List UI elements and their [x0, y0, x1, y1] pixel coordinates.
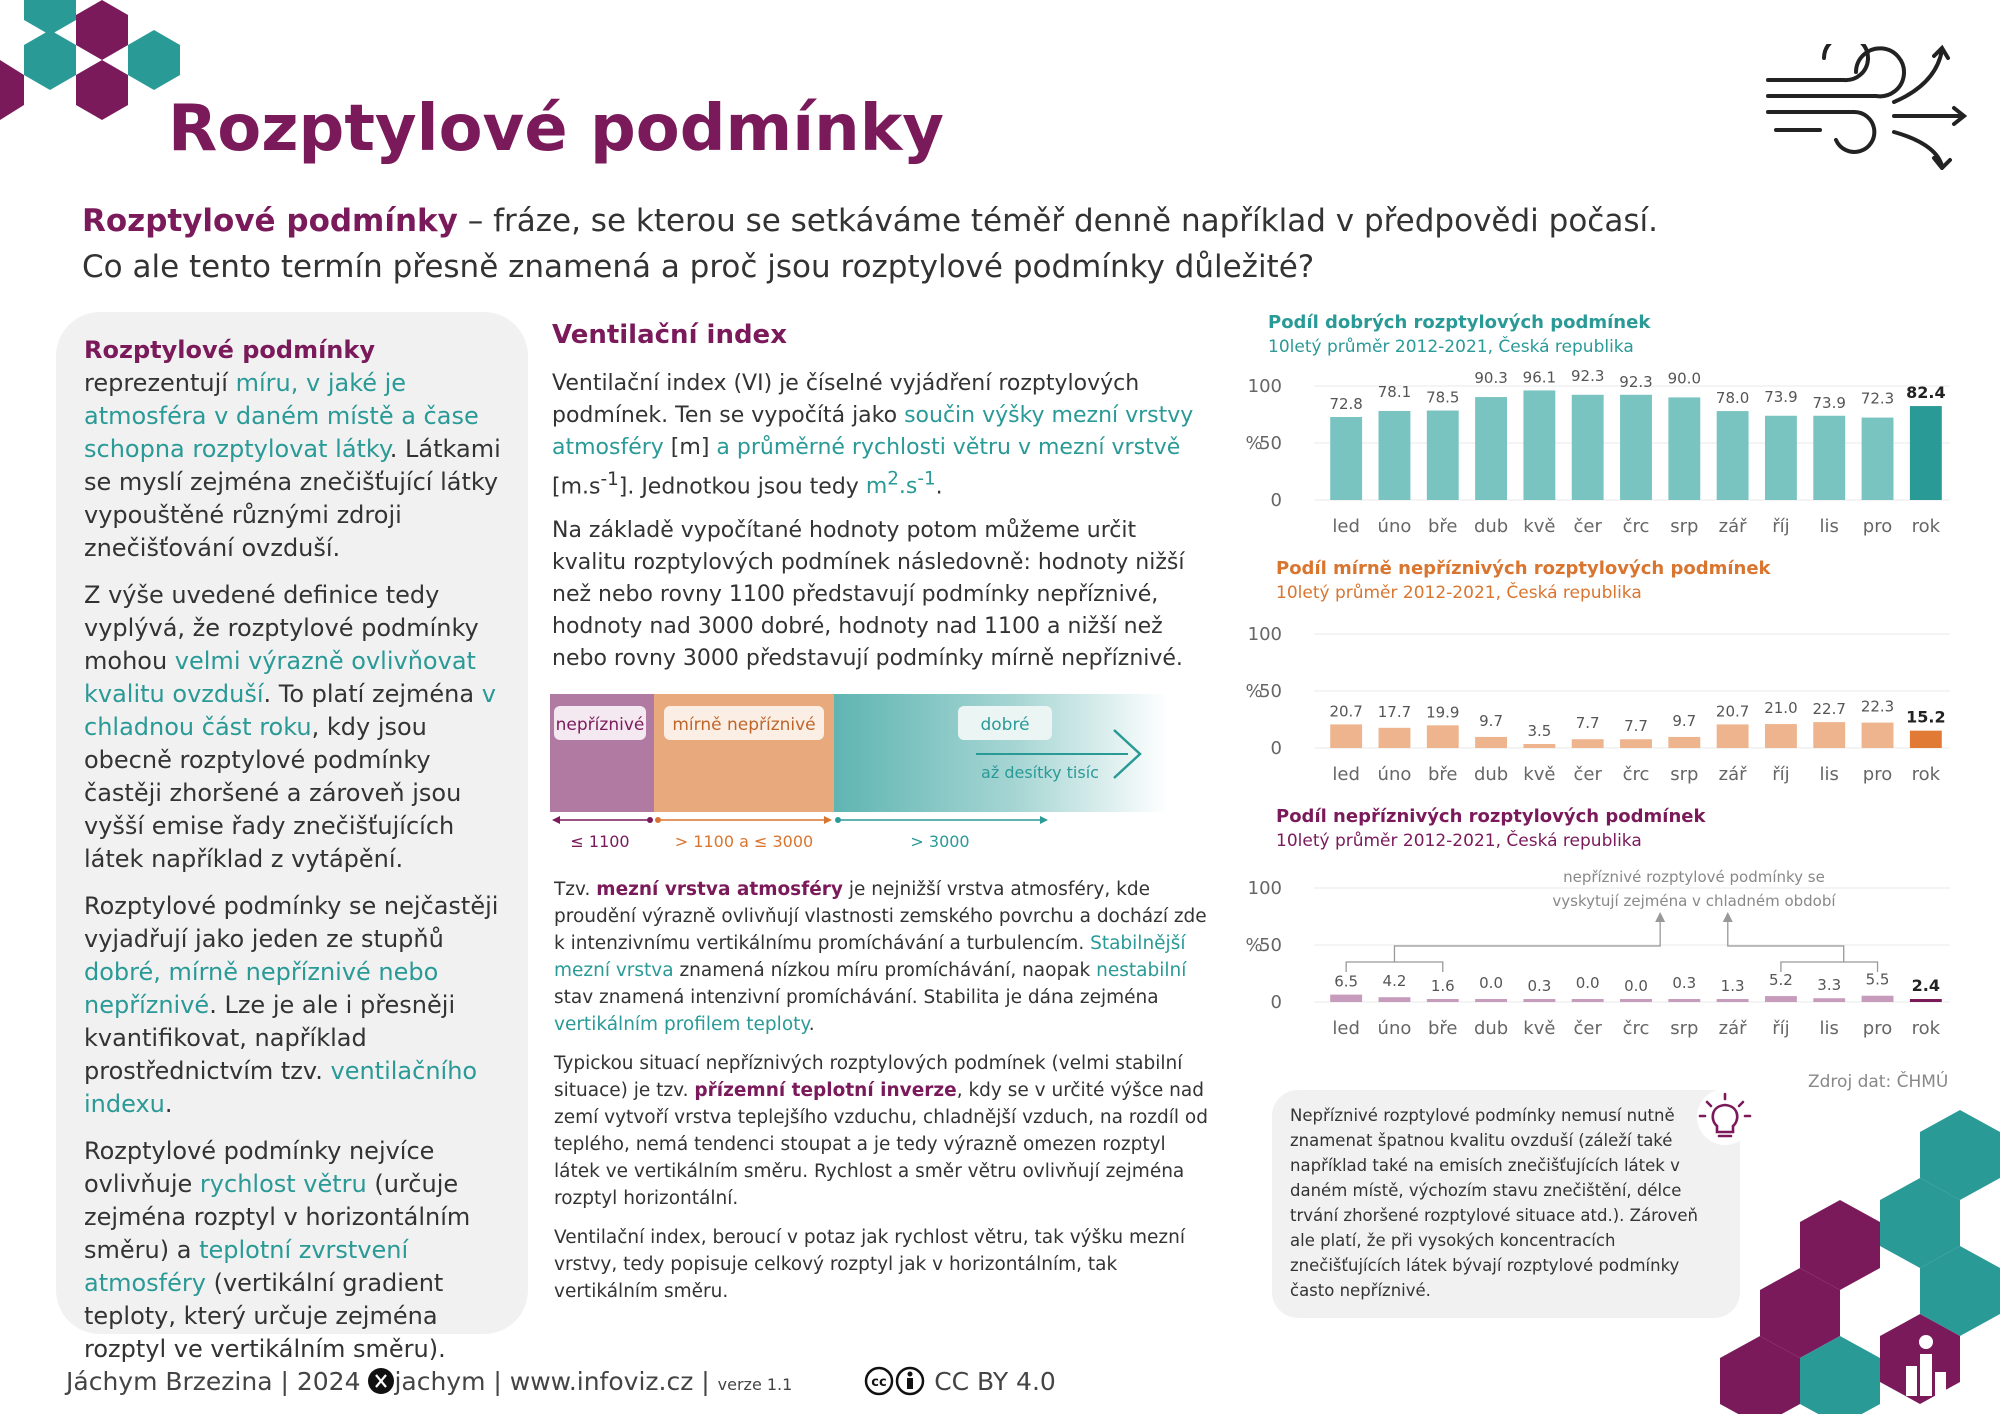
bar — [1572, 739, 1604, 748]
data-label: 19.9 — [1426, 703, 1460, 722]
chart-moderate-header — [1276, 558, 1771, 603]
data-label: 82.4 — [1906, 383, 1946, 403]
data-label: 2.4 — [1911, 976, 1941, 995]
bar — [1379, 997, 1411, 1002]
bar — [1523, 390, 1555, 500]
bar — [1620, 739, 1652, 748]
x-tick-label: čer — [1573, 1018, 1602, 1039]
y-tick-label: 100 — [1247, 624, 1282, 645]
data-label: 0.0 — [1479, 974, 1504, 992]
highlight: velmi výrazně ovlivňovat kvalitu ovzduší — [84, 647, 476, 708]
boundary-layer-text — [554, 876, 1214, 1317]
superscript: -1 — [600, 469, 619, 490]
highlight: v chladnou část roku — [84, 680, 496, 741]
intro-text — [82, 198, 1702, 290]
bar — [1475, 737, 1507, 748]
cc-by-icon — [864, 1366, 926, 1396]
x-tick-label: čer — [1573, 516, 1602, 537]
data-label: 7.7 — [1575, 714, 1600, 733]
data-label: 3.3 — [1817, 976, 1842, 995]
scale-label-good: dobré — [980, 715, 1030, 735]
x-tick-label: úno — [1377, 516, 1412, 537]
x-tick-label: bře — [1428, 516, 1458, 537]
data-label: 90.0 — [1667, 369, 1702, 388]
x-tick-label: úno — [1377, 1018, 1412, 1039]
data-label: 73.9 — [1812, 393, 1846, 412]
x-tick-label: črc — [1622, 764, 1650, 785]
data-label: 92.3 — [1570, 366, 1605, 385]
footer — [66, 1366, 1056, 1396]
x-tick-label: led — [1332, 1018, 1360, 1039]
chart-bad — [1240, 866, 1960, 1046]
data-label: 0.3 — [1527, 977, 1552, 995]
annotation-text: nepříznivé rozptylové podmínky se — [1563, 868, 1825, 886]
annotation-arrow — [1655, 912, 1665, 922]
text: ]. Jednotkou jsou tedy — [618, 474, 866, 500]
bar — [1475, 999, 1507, 1002]
x-tick-label: zář — [1718, 516, 1747, 537]
bar — [1765, 724, 1797, 748]
data-label: 78.5 — [1426, 388, 1460, 407]
chart-good — [1240, 364, 1960, 544]
chart-title: Podíl nepříznivých rozptylových podmínek — [1276, 806, 1706, 827]
data-label: 90.3 — [1474, 369, 1508, 388]
data-label: 22.7 — [1812, 700, 1846, 719]
vi-paragraph-2: Na základě vypočítané hodnoty potom můžeme určit kvalitu rozptylových podmínek následovně: hodnoty nižší než nebo rovny 1100 představují podmínky nepříznivé, hodnoty nad 3000 dobré, hodnoty nad 1100 a nižší než nebo rovny 3000 představují podmínky mírně nepříznivé. — [552, 518, 1185, 672]
data-label: 78.1 — [1377, 382, 1412, 401]
bar — [1572, 395, 1604, 500]
highlight: rychlost větru — [199, 1170, 367, 1198]
bar — [1475, 397, 1507, 500]
highlight: Stabilnější mezní vrstva — [554, 933, 1186, 981]
footer-version: verze 1.1 — [717, 1375, 793, 1394]
bar — [1813, 416, 1845, 500]
text: (vertikální gradient teploty, který určuje zejména rozptyl ve vertikálním směru). — [84, 1269, 446, 1363]
text: Tzv. — [554, 879, 597, 900]
chart-moderate — [1240, 612, 1960, 792]
text: . To platí zejména — [263, 680, 482, 708]
y-axis-label: % — [1245, 681, 1263, 702]
scale-label-good-sub: až desítky tisíc — [981, 763, 1099, 782]
bar — [1668, 397, 1700, 500]
data-label: 20.7 — [1329, 702, 1363, 721]
page-title: Rozptylové podmínky — [168, 92, 944, 166]
data-label: 20.7 — [1715, 702, 1750, 721]
footer-license: CC BY 4.0 — [934, 1367, 1056, 1396]
data-label: 0.0 — [1624, 977, 1648, 995]
text: . — [808, 1014, 815, 1035]
x-tick-label: zář — [1718, 764, 1747, 785]
y-tick-label: 0 — [1270, 738, 1282, 759]
bar — [1668, 737, 1700, 748]
scale-range-good: > 3000 — [910, 832, 970, 851]
x-tick-label: úno — [1377, 764, 1412, 785]
left-paragraph-3 — [84, 890, 514, 1121]
data-label: 7.7 — [1624, 717, 1648, 736]
chart-title: Podíl mírně nepříznivých rozptylových podmínek — [1276, 558, 1771, 579]
text2-paragraph-1 — [554, 876, 1214, 1038]
text: znamená nízkou míru promíchávání, naopak — [673, 960, 1097, 981]
term: Rozptylové podmínky — [84, 336, 375, 364]
data-label: 15.2 — [1906, 707, 1946, 727]
chart-good-header — [1268, 312, 1650, 357]
unit — [865, 469, 936, 500]
bar — [1523, 999, 1555, 1002]
text: (určuje zejména rozptyl v horizontálním směru) a — [84, 1170, 471, 1264]
ventilation-index-scale — [548, 690, 1168, 860]
superscript: 2 — [887, 469, 899, 490]
bar — [1717, 411, 1749, 500]
highlight: teplotní zvrstvení atmosféry — [84, 1236, 409, 1297]
text: Ventilační index (VI) je číselné vyjádření rozptylových podmínek. Ten se vypočítá jako — [552, 371, 1140, 428]
highlight: a průměrné rychlosti větru v mezní vrstvě — [716, 435, 1181, 460]
ventilation-index-heading: Ventilační index — [552, 320, 787, 350]
svg-text:cc: cc — [871, 1375, 887, 1390]
text: [m] — [663, 435, 717, 460]
text: stav znamená intenzivní promíchávání. Stabilita je dána zejména — [554, 987, 1159, 1008]
annotation-text: vyskytují zejména v chladném období — [1552, 892, 1836, 910]
y-tick-label: 100 — [1247, 376, 1282, 397]
bar — [1813, 722, 1845, 748]
infoviz-logo-icon — [1892, 1332, 1960, 1404]
highlight: součin výšky mezní vrstvy atmosféry — [552, 403, 1194, 460]
highlight: ventilačního indexu — [84, 1057, 478, 1118]
footer-handle[interactable]: jachym — [394, 1367, 486, 1396]
intro-line2: Co ale tento termín přesně znamená a proč jsou rozptylové podmínky důležité? — [82, 249, 1315, 285]
x-tick-label: bře — [1428, 1018, 1458, 1039]
data-label: 1.3 — [1720, 977, 1745, 995]
data-label: 17.7 — [1377, 702, 1412, 721]
bar — [1910, 406, 1942, 500]
left-panel-text — [84, 334, 514, 1380]
data-label: 21.0 — [1764, 699, 1798, 718]
data-label: 0.3 — [1672, 974, 1697, 992]
y-tick-label: 50 — [1259, 433, 1282, 454]
bar — [1620, 395, 1652, 500]
chart-subtitle: 10letý průměr 2012-2021, Česká republika — [1276, 831, 1642, 851]
x-tick-label: lis — [1819, 764, 1839, 785]
chart-subtitle: 10letý průměr 2012-2021, Česká republika — [1268, 337, 1634, 357]
text: [m.s — [552, 474, 601, 500]
scale-label-bad: nepříznivé — [555, 715, 645, 735]
annotation-arrow — [1723, 912, 1733, 922]
unit-base: .s — [898, 474, 918, 500]
text: , kdy jsou obecně rozptylové podmínky častěji zhoršené a zároveň jsou vyšší emise řady znečišťujících látek například z vytápění. — [84, 713, 462, 873]
text: Rozptylové podmínky nejvíce ovlivňuje — [84, 1137, 435, 1198]
x-tick-label: říj — [1772, 764, 1790, 785]
text: . — [935, 474, 943, 500]
bar — [1862, 418, 1894, 500]
x-tick-label: zář — [1718, 1018, 1747, 1039]
text: . Lze je ale i přesněji kvantifikovat, například prostřednictvím tzv. — [84, 991, 456, 1085]
scale-label-moderate: mírně nepříznivé — [672, 715, 816, 735]
data-label: 78.0 — [1715, 389, 1750, 408]
data-label: 22.3 — [1860, 697, 1895, 716]
highlight: míru, v jaké je atmosféra v daném místě a čase schopna rozptylovat látky — [84, 369, 479, 463]
bar — [1427, 725, 1459, 748]
x-tick-label: kvě — [1523, 1018, 1556, 1039]
x-tick-label: lis — [1819, 1018, 1839, 1039]
bar — [1379, 411, 1411, 500]
y-tick-label: 50 — [1259, 681, 1282, 702]
text: . Látkami se myslí zejména znečišťující látky vypouštěné různými zdroji znečišťování ovzduší. — [84, 435, 501, 562]
bar — [1862, 723, 1894, 748]
x-tick-label: kvě — [1523, 516, 1556, 537]
x-tick-label: črc — [1622, 516, 1650, 537]
x-tick-label: kvě — [1523, 764, 1556, 785]
bar — [1668, 999, 1700, 1002]
bar — [1765, 996, 1797, 1002]
scale-range-moderate: > 1100 a ≤ 3000 — [674, 832, 814, 851]
x-tick-label: říj — [1772, 516, 1790, 537]
y-axis-label: % — [1245, 935, 1263, 956]
chart-subtitle: 10letý průměr 2012-2021, Česká republika — [1276, 583, 1642, 603]
chart-title: Podíl dobrých rozptylových podmínek — [1268, 312, 1651, 333]
bar — [1717, 724, 1749, 748]
bar — [1862, 996, 1894, 1002]
bar — [1572, 999, 1604, 1002]
superscript: -1 — [917, 469, 936, 490]
unit-base: m — [865, 474, 888, 500]
x-tick-label: dub — [1473, 764, 1509, 785]
x-tick-label: čer — [1573, 764, 1602, 785]
bar — [1330, 995, 1362, 1002]
left-paragraph-2 — [84, 579, 514, 876]
bar — [1717, 999, 1749, 1002]
tip-text: Nepříznivé rozptylové podmínky nemusí nutně znamenat špatnou kvalitu ovzduší (záleží také například také na emisích znečišťujících látek v daném místě, výchozím stavu znečištění, délce trvání zhoršené rozptylové situace atd.). Zároveň ale platí, že při vysokých koncentracích znečišťujících látek bývají rozptylové podmínky často nepříznivé. — [1290, 1106, 1698, 1300]
x-tick-label: črc — [1622, 1018, 1650, 1039]
y-axis-label: % — [1245, 433, 1263, 454]
data-label: 72.8 — [1329, 395, 1363, 414]
text: Z výše uvedené definice tedy vyplývá, že rozptylové podmínky mohou — [84, 581, 479, 675]
x-tick-label: pro — [1862, 1018, 1893, 1039]
bar — [1427, 999, 1459, 1002]
data-label: 73.9 — [1764, 387, 1798, 406]
text: Typickou situací nepříznivých rozptylových podmínek (velmi stabilní situace) je tzv. — [554, 1053, 1183, 1101]
bar — [1330, 417, 1362, 500]
intro-bold: Rozptylové podmínky — [82, 203, 458, 239]
bar — [1813, 998, 1845, 1002]
chart-bad-header — [1276, 806, 1705, 851]
x-tick-label: led — [1332, 764, 1360, 785]
bar — [1379, 728, 1411, 748]
y-tick-label: 50 — [1259, 935, 1282, 956]
x-tick-label: rok — [1911, 1018, 1941, 1039]
x-logo-icon — [368, 1368, 394, 1394]
x-tick-label: srp — [1670, 764, 1699, 785]
x-tick-label: dub — [1473, 1018, 1509, 1039]
footer-site[interactable]: | www.infoviz.cz | — [485, 1367, 718, 1396]
data-label: 9.7 — [1479, 711, 1504, 730]
data-label: 92.3 — [1619, 372, 1653, 391]
intro-rest: – fráze, se kterou se setkáváme téměř denně například v předpovědi počasí. — [457, 203, 1658, 239]
term: mezní vrstva atmosféry — [596, 879, 843, 900]
footer-author: Jáchym Brzezina | 2024 — [66, 1367, 369, 1396]
x-tick-label: srp — [1670, 1018, 1699, 1039]
text2-paragraph-2 — [554, 1050, 1214, 1212]
x-tick-label: říj — [1772, 1018, 1790, 1039]
highlight: nestabilní — [1096, 960, 1187, 981]
y-tick-label: 0 — [1270, 992, 1282, 1013]
x-tick-label: led — [1332, 516, 1360, 537]
data-label: 96.1 — [1522, 368, 1557, 387]
y-tick-label: 0 — [1270, 490, 1282, 511]
vi-paragraph-1 — [552, 368, 1212, 503]
bar — [1910, 999, 1942, 1002]
x-tick-label: bře — [1428, 764, 1458, 785]
scale-range-bad: ≤ 1100 — [570, 832, 630, 851]
data-label: 3.5 — [1527, 722, 1552, 741]
wind-icon — [1766, 44, 1972, 170]
data-source: Zdroj dat: ČHMÚ — [1808, 1072, 1949, 1092]
highlight: dobré, mírně nepříznivé nebo nepříznivé — [84, 958, 439, 1019]
bar — [1330, 724, 1362, 748]
data-label: 72.3 — [1860, 389, 1895, 408]
x-tick-label: rok — [1911, 764, 1941, 785]
y-tick-label: 100 — [1247, 878, 1282, 899]
left-paragraph-4 — [84, 1135, 514, 1366]
left-paragraph-1 — [84, 334, 514, 565]
highlight: vertikálním profilem teploty — [554, 1014, 809, 1035]
data-label: 6.5 — [1334, 972, 1359, 991]
x-tick-label: rok — [1911, 516, 1941, 537]
bar — [1427, 411, 1459, 500]
x-tick-label: srp — [1670, 516, 1699, 537]
data-label: 0.0 — [1575, 974, 1600, 992]
text: Rozptylové podmínky se nejčastěji vyjadřují jako jeden ze stupňů — [84, 892, 499, 953]
bar — [1910, 731, 1942, 748]
bar — [1765, 416, 1797, 500]
text: . — [164, 1090, 173, 1118]
ventilation-index-text — [552, 368, 1212, 687]
data-label: 4.2 — [1382, 972, 1407, 991]
x-tick-label: pro — [1862, 764, 1893, 785]
data-label: 5.2 — [1768, 971, 1793, 990]
data-label: 1.6 — [1430, 977, 1455, 995]
data-label: 5.5 — [1865, 970, 1890, 989]
bar — [1523, 744, 1555, 748]
x-tick-label: pro — [1862, 516, 1893, 537]
bar — [1620, 999, 1652, 1002]
x-tick-label: lis — [1819, 516, 1839, 537]
text2-paragraph-3: Ventilační index, beroucí v potaz jak rychlost větru, tak výšku mezní vrstvy, tedy popisuje celkový rozptyl jak v horizontálním, tak vertikálním směru. — [554, 1227, 1185, 1302]
x-tick-label: dub — [1473, 516, 1509, 537]
text: je nejnižší vrstva atmosféry, kde proudění výrazně ovlivňují vlastnosti zemského povrchu a dochází zde k intenzivnímu vertikálnímu promíchávání a turbulencím. — [554, 879, 1207, 954]
term: přízemní teplotní inverze — [694, 1080, 957, 1101]
data-label: 9.7 — [1672, 711, 1697, 730]
text: reprezentují — [84, 369, 236, 397]
text: , kdy se v určité výšce nad zemí vytvoří vrstva teplejšího vzduchu, chladnější vzduch, na rozdíl od teplého, nemá tendenci stoupat a je tedy výrazně omezen rozptyl látek ve vertikálním směru. Rychlost a směr větru ovlivňují zejména rozptyl horizontální. — [554, 1080, 1208, 1209]
